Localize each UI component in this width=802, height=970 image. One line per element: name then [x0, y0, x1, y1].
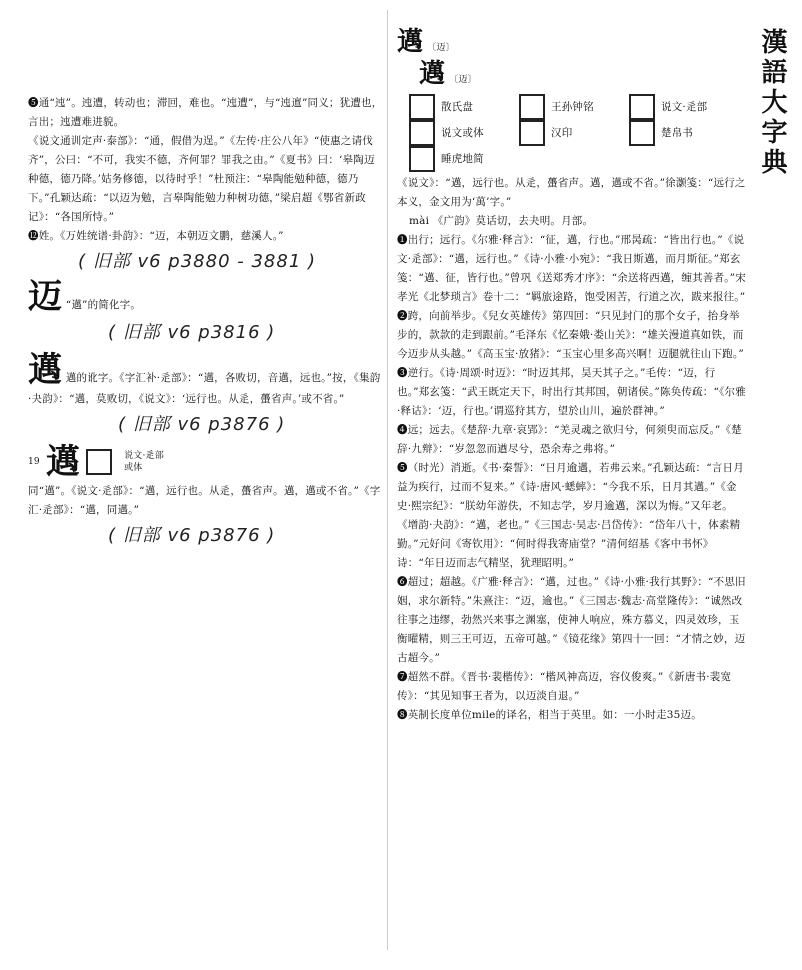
sense-paragraph: ❼超然不群。《晋书·裴楷传》：“楷风神高迈，容仪俊爽。”《新唐书·裴宽传》：“其见知事王者为，以迈淡自退。”: [397, 671, 732, 702]
sense-paragraph: ❹远；远去。《楚辞·九章·哀郢》：“羌灵魂之欲归兮，何须臾而忘反。”《楚辞·九辩》：“岁忽忽而遒尽兮，恐余寿之弗将。”: [397, 424, 742, 455]
headword: 邁: [397, 27, 424, 57]
handwritten-note: ( 旧部 v6 p3876 ): [118, 414, 286, 435]
right-column: [397, 0, 747, 725]
seal-label: 或体: [124, 463, 143, 473]
entry-paragraph: ❺通“迍”。迍遭，转动也；滞回，难也。“迍遭”，与“迍邅”同义；犹遭也，言出；迍遭难进貌。: [28, 97, 383, 128]
headword-variant: 〔迈〕: [449, 75, 477, 85]
sense-paragraph: ❸逆行。《诗·周颂·时迈》：“时迈其邦，昊天其子之。”毛传：“迈，行也。”郑玄笺：“武王既定天下，时出行其邦国，朝诸侯。”陈奂传疏：“《尔雅·释诂》：‘迈，行也。’谓巡狩其方，望於山川，遍於群神。”: [397, 367, 746, 417]
seal-label: 王孙钟铭: [551, 100, 594, 113]
seal-script-glyph: [409, 120, 435, 146]
handwritten-note: ( 旧部 v6 p3876 ): [108, 525, 276, 546]
entry-paragraph: ⓬姓。《万姓统谱·卦韵》：“迈，本朝迈文鹏，慈溪人。”: [28, 230, 284, 242]
seal-label: 说文·辵部: [124, 451, 164, 461]
entry-text: 邁的讹字。《字汇补·辵部》：“邁，各败切，音邁，远也。”按，《集韵·夬韵》：“邁，莫败切，《说文》：‘远行也。从辵，蠆省声。’或不省。”: [28, 372, 381, 405]
handwritten-note: ( 旧部 v6 p3816 ): [108, 322, 276, 343]
seal-item: [409, 94, 519, 120]
seal-item: [629, 120, 739, 146]
seal-item: [519, 94, 629, 120]
headword: 邁: [28, 350, 63, 390]
seal-item: [409, 120, 519, 146]
sense-paragraph: ❻超过；超越。《广雅·释言》：“邁，过也。”《诗·小雅·我行其野》：“不思旧姻，求尔新特。”朱熹注：“迈，逾也。”《三国志·魏志·高堂隆传》：“诚然改往事之违缪，勃然兴来事之渊塞，使神人响应，殊方慕义，四灵效珍，玉衡曜精，则三王可迈，五帝可越。”《镜花缘》第四十一回：“才情之妙，迈古超今。”: [397, 576, 746, 664]
seal-label: 散氏盘: [441, 100, 474, 113]
seal-script-glyph: [409, 94, 435, 120]
headword-variant: 〔迈〕: [427, 43, 455, 53]
entry-paragraph: 同“邁”。《说文·辵部》：“邁，远行也。从辵，蠆省声。邁，邁或不省。”《字汇·辵部》：“邁，同邁。”: [28, 485, 381, 516]
pronunciation: mài 《广韵》莫话切，去夬明。月部。: [409, 215, 594, 227]
column-divider: [387, 10, 388, 950]
entry-text: “邁”的简化字。: [65, 299, 142, 311]
seal-script-glyph: [629, 94, 655, 120]
page-number: 19: [28, 456, 40, 467]
headword: 迈: [28, 277, 63, 317]
seal-label: 汉印: [551, 126, 573, 139]
headword: 邁: [45, 442, 81, 482]
seal-script-glyph: [629, 120, 655, 146]
entry-paragraph: 《说文通训定声·泰部》：“通，假借为逞。”《左传·庄公八年》“使惠之请伐齐”，公曰：“不可，我实不德，齐何罪？罪我之由。”《夏书》曰：‘皋陶迈种德，德乃降。’姑务修德，以待时乎！”杜预注：“皋陶能勉种德，德乃下。”孔颖达疏：“以迈为勉，言皋陶能勉力种树功德，”梁启超《鄂省新政记》：“各国所恃。”: [28, 135, 375, 223]
sense-paragraph: ❺（时光）消逝。《书·秦誓》：“日月逾邁，若弗云来。”孔颖达疏：“言日月益为疾行，过而不复来。”《诗·唐风·蟋蟀》：“今我不乐，日月其邁。”《金史·熙宗纪》：“朕幼年游佚，不知志学，岁月逾邁，深以为悔。”又年老。《增韵·夬韵》：“邁，老也。”《三国志·吴志·吕岱传》：“岱年八十，体素精勤。”元好问《寄钦用》：“何时得我寄庙堂？”清何绍基《客中书怀》诗：“年日迈而志气精坚，犹理昭明。”: [397, 462, 744, 569]
seal-script-glyph: [86, 449, 112, 475]
seal-label: 睡虎地简: [441, 152, 484, 165]
seal-label: 说文或体: [441, 126, 484, 139]
seal-label: 楚帛书: [661, 126, 694, 139]
seal-source: [124, 450, 164, 474]
seal-item: [409, 146, 519, 172]
seal-script-glyph: [519, 120, 545, 146]
handwritten-note: ( 旧部 v6 p3880 - 3881 ): [78, 251, 317, 272]
headword: 邁: [419, 59, 446, 89]
sense-paragraph: ❽英制长度单位mile的译名，相当于英里。如：一小时走35迈。: [397, 709, 702, 721]
sense-paragraph: ❶出行；远行。《尔雅·释言》：“征，邁，行也。”邢昺疏：“皆出行也。”《说文·辵部》：“邁，远行也。”《诗·小雅·小宛》：“我日斯邁，而月斯征。”郑玄笺：“邁、征，皆行也。”曾巩《送郑秀才序》：“余送将西邁，缠其善者。”宋孝光《北梦琐言》卷十二：“羁旅途路，饱受困苦，行道之次，跋来报往。”: [397, 234, 746, 303]
seal-label: 说文·辵部: [661, 100, 708, 113]
book-title: 漢語大字典: [757, 28, 787, 178]
seal-script-glyph: [519, 94, 545, 120]
sense-paragraph: ❷跨，向前举步。《兒女英雄传》第四回：“只见封门的那个女子，抬身举步的，款款的走到跟前。”毛泽东《忆秦娥·娄山关》：“雄关漫道真如铁，而今迈步从头越。”《高玉宝·放猪》：“玉宝心里多高兴啊！迈腿就往山下跑。”: [397, 310, 744, 360]
seal-item: [629, 94, 739, 120]
seal-script-glyph: [409, 146, 435, 172]
left-column: [28, 94, 383, 545]
seal-item: [519, 120, 629, 146]
seal-glyph-table: [409, 94, 739, 172]
entry-paragraph: 《说文》：“邁，远行也。从辵，蠆省声。邁，邁或不省。”徐灏笺：“远行之本义，金文用为‘萬’字。”: [397, 177, 746, 208]
